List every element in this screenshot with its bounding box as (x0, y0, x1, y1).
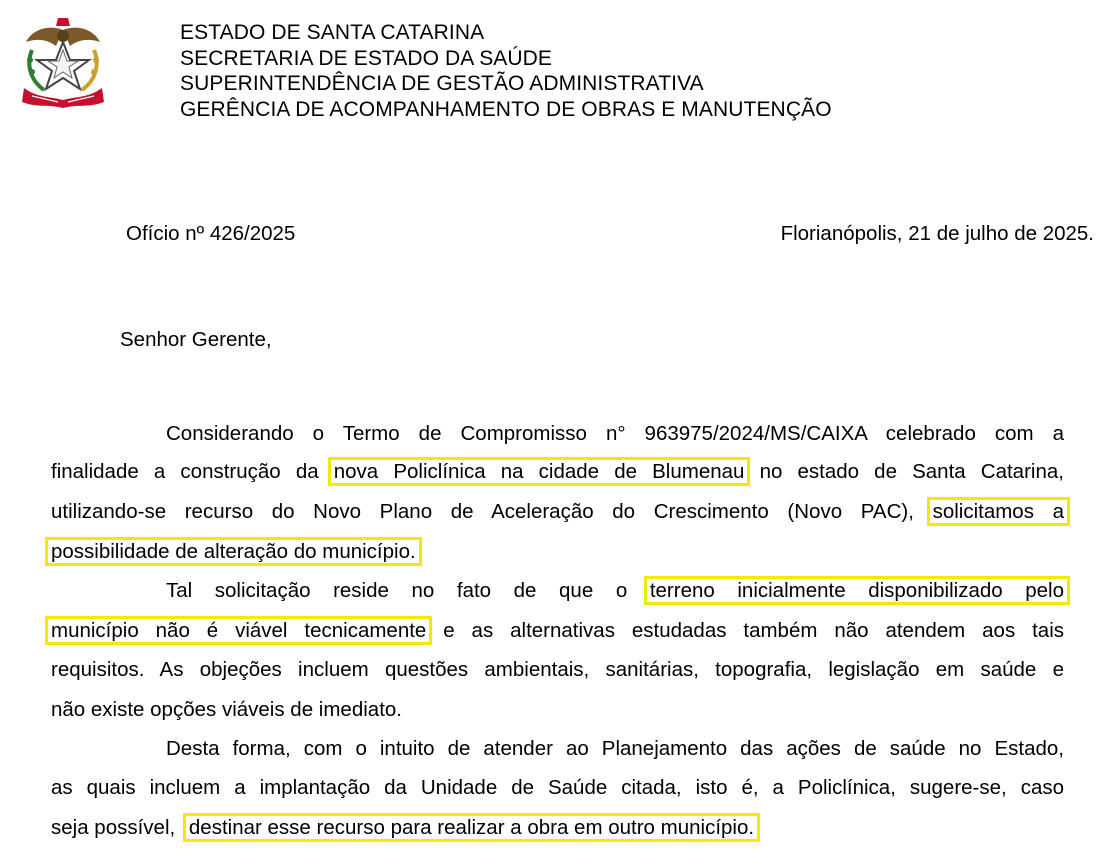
highlighted-text: nova Policlínica na cidade de Blumenau (328, 457, 751, 486)
paragraph-1-line-1: Considerando o Termo de Compromisso n° 963975/2024/MS/CAIXA celebrado com a (166, 422, 1064, 445)
text-span: no estado de Santa Catarina, (759, 460, 1064, 483)
paragraph-1-line-4 (51, 538, 1064, 566)
highlighted-text: possibilidade de alteração do município. (45, 537, 422, 566)
paragraph-1-line-3 (51, 498, 1064, 526)
text-span: utilizando-se recurso do Novo Plano de Aceleração do Crescimento (Novo PAC), (51, 500, 914, 523)
paragraph-3-line-1: Desta forma, com o intuito de atender ao Planejamento das ações de saúde no Estado, (166, 737, 1064, 760)
header-state: ESTADO DE SANTA CATARINA (180, 21, 485, 44)
header-management: GERÊNCIA DE ACOMPANHAMENTO DE OBRAS E MANUTENÇÃO (180, 97, 832, 121)
header-superintendence: SUPERINTENDÊNCIA DE GESTÃO ADMINISTRATIVA (180, 72, 704, 95)
paragraph-3-line-2: as quais incluem a implantação da Unidade de Saúde citada, isto é, a Policlínica, sugere-se, caso (51, 776, 1064, 799)
paragraph-2-line-4: não existe opções viáveis de imediato. (51, 698, 402, 721)
paragraph-2-line-3: requisitos. As objeções incluem questões ambientais, sanitárias, topografia, legislação em saúde e (51, 658, 1064, 681)
paragraph-2-line-2 (51, 617, 1064, 645)
paragraph-2-line-1 (166, 577, 1064, 605)
oficio-number: Ofício nº 426/2025 (126, 222, 296, 245)
text-span: finalidade a construção da (51, 460, 319, 483)
highlighted-text: município não é viável tecnicamente (45, 616, 432, 645)
text-span: e as alternativas estudadas também não atendem aos tais (443, 619, 1064, 642)
highlighted-text: terreno inicialmente disponibilizado pelo (644, 576, 1070, 605)
paragraph-1-line-2 (51, 458, 1064, 486)
text-span: seja possível, (51, 816, 176, 839)
highlighted-text: destinar esse recurso para realizar a obra em outro município. (183, 813, 760, 842)
highlighted-text: solicitamos a (927, 497, 1070, 526)
salutation: Senhor Gerente, (120, 328, 272, 351)
text-span: Tal solicitação reside no fato de que o (166, 579, 628, 602)
letterhead (180, 20, 832, 122)
paragraph-3-line-3 (51, 814, 1064, 842)
state-coat-of-arms-icon (18, 16, 108, 108)
header-secretariat: SECRETARIA DE ESTADO DA SAÚDE (180, 46, 553, 70)
letter-date: Florianópolis, 21 de julho de 2025. (780, 222, 1094, 245)
